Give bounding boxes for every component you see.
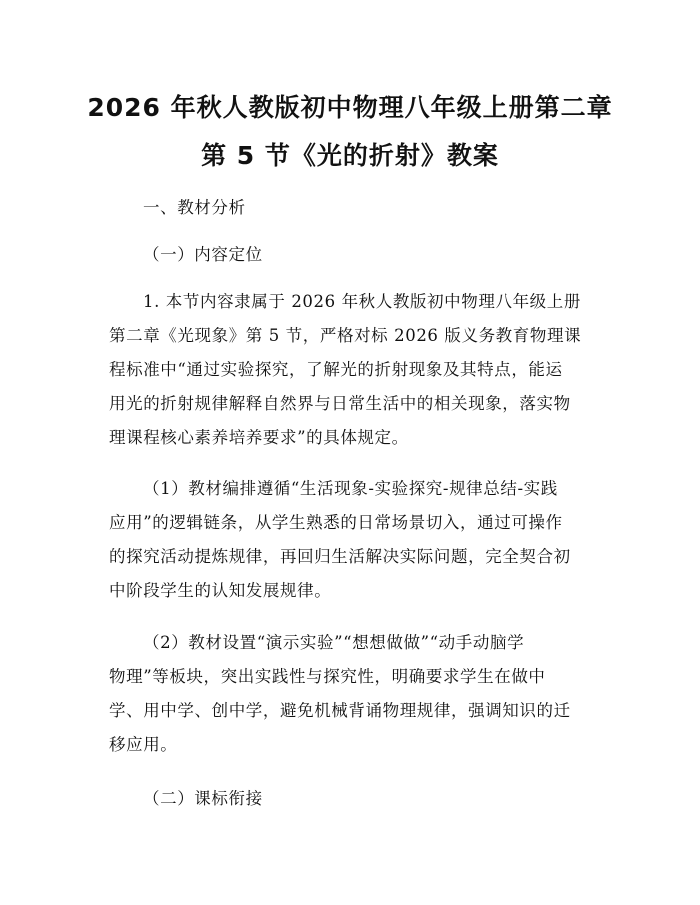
- paragraph-1-line: 用光的折射规律解释自然界与日常生活中的相关现象，落实物: [109, 394, 571, 413]
- paragraph-2-line: （1）教材编排遵循“生活现象-实验探究-规律总结-实践: [143, 479, 558, 498]
- paragraph-3-line: 移应用。: [109, 735, 178, 754]
- document-title-line-2: 第 5 节《光的折射》教案: [201, 141, 499, 170]
- paragraph-1-line: 第二章《光现象》第 5 节，严格对标 2026 版义务教育物理课: [109, 326, 582, 345]
- section-heading-analysis: 一、教材分析: [143, 198, 246, 217]
- paragraph-2-line: 应用”的逻辑链条，从学生熟悉的日常场景切入，通过可操作: [109, 513, 563, 532]
- paragraph-3-line: 学、用中学、创中学，避免机械背诵物理规律，强调知识的迁: [109, 701, 571, 720]
- paragraph-1-line: 程标准中“通过实验探究，了解光的折射现象及其特点，能运: [109, 360, 563, 379]
- paragraph-3-line: （2）教材设置“演示实验”“想想做做”“动手动脑学: [143, 633, 525, 652]
- paragraph-1-line: 理课程核心素养培养要求”的具体规定。: [109, 428, 409, 447]
- subsection-heading-curriculum: （二）课标衔接: [143, 789, 263, 808]
- paragraph-2-line: 的探究活动提炼规律，再回归生活解决实际问题，完全契合初: [109, 547, 571, 566]
- paragraph-3-line: 物理”等板块，突出实践性与探究性，明确要求学生在做中: [109, 667, 546, 686]
- document-title-line-1: 2026 年秋人教版初中物理八年级上册第二章: [87, 93, 613, 122]
- subsection-heading-positioning: （一）内容定位: [143, 245, 263, 264]
- paragraph-2-line: 中阶段学生的认知发展规律。: [109, 581, 332, 600]
- paragraph-1-line: 1. 本节内容隶属于 2026 年秋人教版初中物理八年级上册: [143, 292, 581, 311]
